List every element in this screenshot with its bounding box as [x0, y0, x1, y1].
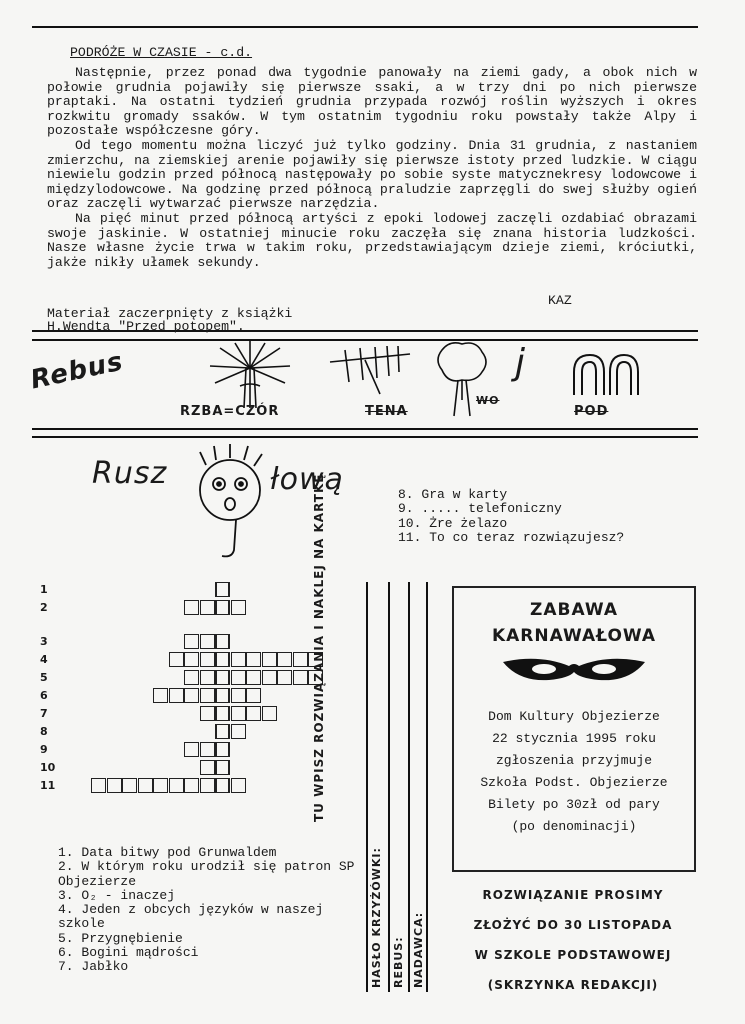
crossword-cell[interactable] — [215, 706, 230, 721]
crossword-cell[interactable] — [200, 670, 215, 685]
face-icon — [186, 440, 274, 560]
crossword-cell[interactable] — [200, 778, 215, 793]
crossword-cell[interactable] — [215, 634, 230, 649]
row-number: 2 — [40, 601, 48, 614]
mask-icon — [499, 652, 649, 686]
rebus-title: Rebus — [27, 346, 127, 396]
poster-line-1: Dom Kultury Objezierze — [488, 709, 660, 724]
rebus-label-3: WO — [476, 394, 500, 407]
divider-rule-3 — [32, 428, 698, 430]
clue-11: 11. To co teraz rozwiązujesz? — [398, 529, 625, 545]
crossword-cell[interactable] — [231, 600, 246, 615]
clue-1: 1. Data bitwy pod Grunwaldem — [58, 845, 277, 860]
notice-line-2: ZŁOŻYĆ DO 30 LISTOPADA — [473, 918, 673, 932]
source-line-2: H.Wendta "Przed potopem". — [47, 319, 245, 334]
crossword-cell[interactable] — [215, 582, 230, 597]
crossword-cell[interactable] — [231, 706, 246, 721]
crossword-cell[interactable] — [200, 600, 215, 615]
crossword-cell[interactable] — [169, 652, 184, 667]
rebus-label-4: POD — [574, 404, 609, 419]
clues-right — [398, 488, 624, 545]
crossword-cell[interactable] — [215, 778, 230, 793]
crossword-cell[interactable] — [200, 652, 215, 667]
field-answer[interactable]: HASŁO KRZYŻÓWKI: — [370, 847, 383, 988]
coupon-instruction: TU WPISZ ROZWIĄZANIA I NAKLEJ NA KARTKĘ — [312, 473, 326, 822]
crossword-cell[interactable] — [246, 652, 261, 667]
crossword-cell[interactable] — [277, 670, 292, 685]
poster-line-4: Szkoła Podst. Objezierze — [480, 775, 668, 790]
submission-notice — [448, 880, 698, 1000]
crossword-cell[interactable] — [169, 688, 184, 703]
crossword-cell[interactable] — [231, 778, 246, 793]
clue-7: 7. Jabłko — [58, 959, 129, 975]
crossword-cell[interactable] — [246, 706, 261, 721]
row-number: 11 — [40, 779, 56, 792]
poster-line-3: zgłoszenia przyjmuje — [495, 753, 653, 768]
row-number: 3 — [40, 635, 48, 648]
field-sender[interactable]: NADAWCA: — [412, 911, 425, 988]
clue-3: 3. O₂ - inaczej — [58, 887, 176, 903]
crossword-cell[interactable] — [293, 670, 308, 685]
clue-6: 6. Bogini mądrości — [58, 945, 199, 961]
paragraph-3: Na pięć minut przed północą artyści z epoki lodowej zaczęli ozdabiać obrazami swoje jaskinie. W ostatniej minucie roku zaczęła się znana historia ludzkości. Nasze własne życie trwa w takim roku, przedstawiającym dzieje ziemi, króciutki, jakże nikły ułamek sekundy. — [47, 210, 697, 270]
puzzle-title-right: łową — [270, 462, 344, 497]
crossword-cell[interactable] — [169, 778, 184, 793]
crossword-cell[interactable] — [184, 652, 199, 667]
crossword-cell[interactable] — [184, 688, 199, 703]
crossword-cell[interactable] — [215, 688, 230, 703]
clue-9: 9. ..... telefoniczny — [398, 501, 562, 517]
crossword-cell[interactable] — [200, 688, 215, 703]
crossword-cell[interactable] — [215, 742, 230, 757]
clue-10: 10. Żre żelazo — [398, 515, 508, 531]
crossword-cell[interactable] — [246, 670, 261, 685]
crossword-cell[interactable] — [262, 706, 277, 721]
crossword-cell[interactable] — [215, 600, 230, 615]
crossword-cell[interactable] — [153, 688, 168, 703]
poster-title-2: KARNAWAŁOWA — [491, 626, 657, 646]
crossword-cell[interactable] — [231, 724, 246, 739]
rebus-label-1: RZBA=CZÓR — [180, 404, 280, 419]
crossword-cell[interactable] — [200, 742, 215, 757]
antenna-icon — [325, 342, 415, 397]
crossword-cell[interactable] — [215, 670, 230, 685]
crossword-cell[interactable] — [262, 670, 277, 685]
crossword-grid — [40, 582, 300, 802]
crossword-cell[interactable] — [231, 688, 246, 703]
divider-rule-4 — [32, 436, 698, 438]
crossword-cell[interactable] — [277, 652, 292, 667]
crossword-cell[interactable] — [215, 724, 230, 739]
poster-line-6: (po denominacji) — [511, 819, 637, 834]
rebus-letter-j: j — [515, 342, 527, 383]
paragraph-1: Następnie, przez ponad dwa tygodnie panowały na ziemi gady, a obok nich w połowie grudnia pojawiły się pierwsze ssaki, a w trzy dni po nich pierwsze praptaki. Na ostatni tydzień grudnia przypada rozwój roślin wyższych i okres rozkwitu gromady ssaków. W tym ostatnim tygodniu roku powstały także Alpy i pozostałe współczesne góry. — [47, 65, 697, 139]
row-number: 1 — [40, 583, 48, 596]
crossword-cell[interactable] — [293, 652, 308, 667]
crossword-cell[interactable] — [122, 778, 137, 793]
crossword-cell[interactable] — [215, 652, 230, 667]
poster-line-5: Bilety po 30zł od pary — [488, 797, 660, 812]
clue-5: 5. Przygnębienie — [58, 930, 183, 946]
clue-2: 2. W którym roku urodził się patron SP Objezierze — [58, 859, 355, 889]
article-body — [47, 66, 697, 270]
row-number: 6 — [40, 689, 48, 702]
page-title: PODRÓŻE W CZASIE - c.d. — [70, 45, 253, 60]
crossword-cell[interactable] — [138, 778, 153, 793]
clues-left — [58, 846, 358, 975]
crossword-cell[interactable] — [200, 634, 215, 649]
notice-line-3: W SZKOLE PODSTAWOWEJ — [474, 948, 672, 962]
crossword-cell[interactable] — [184, 600, 199, 615]
crossword-cell[interactable] — [184, 742, 199, 757]
row-number: 4 — [40, 653, 48, 666]
crossword-cell[interactable] — [200, 706, 215, 721]
crossword-cell[interactable] — [246, 688, 261, 703]
row-number: 7 — [40, 707, 48, 720]
clue-4: 4. Jeden z obcych języków w naszej szkole — [58, 902, 324, 932]
crossword-cell[interactable] — [200, 760, 215, 775]
divider-rule-2 — [32, 339, 698, 341]
top-rule — [32, 26, 698, 28]
notice-line-4: (SKRZYNKA REDAKCJI) — [487, 978, 659, 992]
row-number: 5 — [40, 671, 48, 684]
crossword-cell[interactable] — [215, 760, 230, 775]
crossword-cell[interactable] — [262, 652, 277, 667]
notice-line-1: ROZWIĄZANIE PROSIMY — [482, 888, 664, 902]
row-number: 9 — [40, 743, 48, 756]
field-rebus[interactable]: REBUS: — [392, 936, 405, 988]
crossword-cell[interactable] — [231, 670, 246, 685]
paragraph-2: Od tego momentu można liczyć już tylko godziny. Dnia 31 grudnia, z nastaniem zmierzchu, na ziemskiej arenie pojawiły się pierwsze istoty przed ludzkie. W ciągu niewielu godzin przed północą następowały po sobie syste matycznekresy lodowcowe i międzylodowcowe. Na godzinę przed północą praludzie zaprzęgli do swej służby ogień oraz zaczęli wytwarzać pierwsze narzędzia. — [47, 137, 697, 212]
row-number: 8 — [40, 725, 48, 738]
crossword-cell[interactable] — [107, 778, 122, 793]
source-line-1: Materiał zaczerpnięty z książki — [47, 306, 293, 321]
crossword-cell[interactable] — [231, 652, 246, 667]
clue-8: 8. Gra w karty — [398, 487, 508, 502]
signature: KAZ — [548, 293, 572, 308]
carnival-poster — [452, 586, 696, 872]
crossword-cell[interactable] — [184, 778, 199, 793]
row-number: 10 — [40, 761, 56, 774]
puzzle-title-left: Rusz — [92, 456, 168, 491]
crossword-cell[interactable] — [184, 670, 199, 685]
crossword-cell[interactable] — [184, 634, 199, 649]
poster-line-2: 22 stycznia 1995 roku — [492, 731, 656, 746]
crossword-cell[interactable] — [91, 778, 106, 793]
rebus-label-2: TENA — [365, 404, 408, 419]
horseshoes-icon — [566, 350, 646, 400]
crossword-cell[interactable] — [153, 778, 168, 793]
poster-title-1: ZABAWA — [530, 600, 618, 620]
